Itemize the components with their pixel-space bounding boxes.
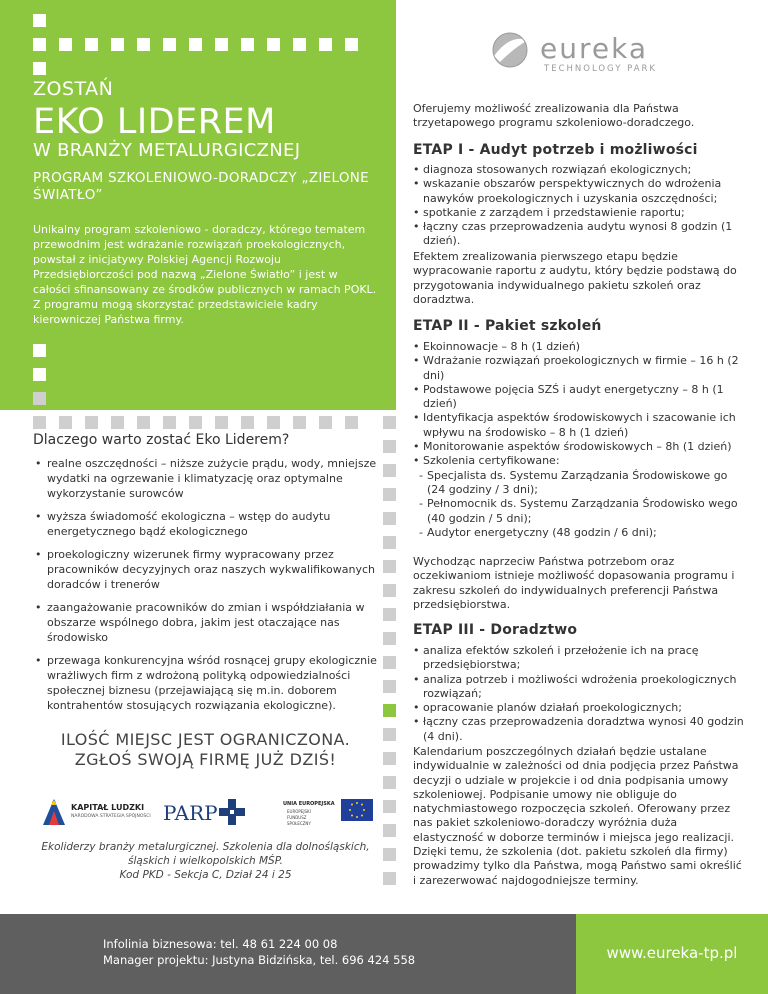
why-title: Dlaczego warto zostać Eko Liderem?	[33, 432, 290, 448]
etap2-item: • Wdrażanie rozwiązań proekologicznych w firmie – 16 h (2 dni)	[413, 354, 745, 383]
etap2-subitem: - Pełnomocnik ds. Systemu Zarządzania Środowisko wego (40 godzin / 5 dni);	[413, 497, 745, 526]
etap2-item: • Identyfikacja aspektów środowiskowych i szacowanie ich wpływu na środowisko – 8 h (1 dzień)	[413, 411, 745, 440]
etap1-summary: Efektem zrealizowania pierwszego etapu będzie wypracowanie raportu z audytu, który będzie podstawą do przygotowania indywidualnego pakietu szkoleń oraz doradztwa.	[413, 250, 737, 306]
website-link[interactable]: www.eureka-tp.pl	[606, 944, 738, 962]
etap1-item: • diagnoza stosowanych rozwiązań ekologicznych;	[413, 163, 745, 177]
hero-kicker: ZOSTAŃ	[33, 78, 114, 100]
etap3-item: • analiza efektów szkoleń i przełożenie ich na pracę przedsiębiorstwa;	[413, 644, 745, 673]
etap2-subitem: - Specjalista ds. Systemu Zarządzania Środowiskowe go (24 godziny / 3 dni);	[413, 469, 745, 498]
etap2-item: • Szkolenia certyfikowane:	[413, 454, 745, 468]
hero-panel	[0, 0, 396, 410]
why-item: • wyższa świadomość ekologiczna – wstęp do audytu energetycznego bądź ekologicznego	[33, 509, 378, 539]
etap2-item: • Ekoinnowacje – 8 h (1 dzień)	[413, 340, 745, 354]
logo-tagline: TECHNOLOGY PARK	[544, 64, 657, 74]
kapital-ludzki-logo	[41, 797, 151, 831]
funding-logos	[33, 795, 378, 835]
hero-subtitle: W BRANŻY METALURGICZNEJ	[33, 140, 301, 161]
why-item: • proekologiczny wizerunek firmy wypracowany przez pracowników decyzyjnych oraz naszych wykwalifikowanych doradców i trenerów	[33, 547, 378, 592]
eu-subtext: EUROPEJSKI FUNDUSZ SPOŁECZNY	[287, 809, 311, 826]
why-list	[33, 456, 378, 721]
logo-wordmark: eureka	[540, 32, 648, 65]
etap2-title: ETAP II - Pakiet szkoleń	[413, 318, 602, 334]
etap3-summary: Kalendarium poszczególnych działań będzie ustalane indywidualnie w zależności od dnia podjęcia przez Państwa decyzji o udziale w projekcie i od dnia podpisania umowy szkoleniowej. Podpisanie umowy nie obliguje do natychmiastowego rozpoczęcia szkoleń. Oferowany przez nas pakiet szkoleniowo-doradczy wyróżnia duża elastyczność w doborze terminów i miejsca jego realizacji. Dzięki temu, że szkolenia (dot. pakietu szkoleń dla firmy) prowadzimy tylko dla Państwa, mogą Państwo sami określić i zarezerwować najdogodniejsze terminy.	[413, 745, 742, 887]
offer-text: Oferujemy możliwość zrealizowania dla Państwa trzyetapowego programu szkoleniowo-doradczego.	[413, 102, 695, 130]
why-item: • zaangażowanie pracowników do zmian i współdziałania w obszarze wspólnego dobra, jakim jest otaczające nas środowisko	[33, 600, 378, 645]
cta-line-2: ZGŁOŚ SWOJĄ FIRMĘ JUŻ DZIŚ!	[74, 750, 337, 769]
footnote-line-2: Kod PKD - Sekcja C, Dział 24 i 25	[119, 869, 292, 881]
hero-title: EKO LIDEREM	[33, 102, 276, 142]
etap2-subitem: - Audytor energetyczny (48 godzin / 6 dni);	[413, 526, 745, 540]
kapital-ludzki-icon	[41, 797, 67, 827]
etap2-item: • Podstawowe pojęcia SZŚ i audyt energetyczny – 8 h (1 dzień)	[413, 383, 745, 412]
kapital-ludzki-text: KAPITAŁ LUDZKI	[71, 803, 145, 812]
etap1-title: ETAP I - Audyt potrzeb i możliwości	[413, 142, 698, 158]
etap3-list	[413, 644, 745, 744]
footer-contact	[103, 936, 415, 968]
etap2-list	[413, 340, 745, 540]
hotline-text: Infolinia biznesowa: tel. 48 61 224 00 08	[103, 937, 338, 951]
eu-logo	[283, 799, 378, 831]
kapital-ludzki-subtext: NARODOWA STRATEGIA SPÓJNOŚCI	[71, 814, 151, 819]
eureka-logo	[488, 28, 658, 78]
manager-text: Manager projektu: Justyna Bidzińska, tel. 696 424 558	[103, 953, 416, 967]
etap3-item: • łączny czas przeprowadzenia doradztwa wynosi 40 godzin (4 dni).	[413, 715, 745, 744]
footnote	[33, 840, 378, 882]
call-to-action	[33, 730, 378, 770]
why-item: • realne oszczędności – niższe zużycie prądu, wody, mniejsze wydatki na ogrzewanie i klimatyzację oraz optymalne wykorzystanie surowców	[33, 456, 378, 501]
parp-emblem-icon	[219, 799, 245, 825]
etap2-item: • Monitorowanie aspektów środowiskowych – 8h (1 dzień)	[413, 440, 745, 454]
footnote-line-1: Ekoliderzy branży metalurgicznej. Szkolenia dla dolnośląskich, śląskich i wielkopolskich MŚP.	[41, 841, 370, 867]
intro-paragraph: Unikalny program szkoleniowo - doradczy, którego tematem przewodnim jest wdrażanie rozwiązań proekologicznych, powstał z inicjatywy Polskiej Agencji Rozwoju Przedsiębiorczości pod nazwą „Zielone Światło” i jest w całości sfinansowany ze środków publicznych w ramach POKL. Z programu mogą skorzystać przedstawiciele kadry kierowniczej Państwa firmy.	[33, 223, 377, 326]
etap2-summary: Wychodząc naprzeciw Państwa potrzebom oraz oczekiwaniom istnieje możliwość dopasowania programu i zakresu szkoleń do indywidualnych preferencji Państwa przedsiębiorstwa.	[413, 555, 735, 611]
eu-flag-icon	[341, 799, 373, 821]
eu-text: UNIA EUROPEJSKA	[283, 801, 335, 807]
program-name: PROGRAM SZKOLENIOWO-DORADCZY „ZIELONE ŚWIATŁO”	[33, 170, 369, 203]
etap3-item: • analiza potrzeb i możliwości wdrożenia proekologicznych rozwiązań;	[413, 673, 745, 702]
parp-logo	[163, 799, 243, 831]
etap3-item: • opracowanie planów działań proekologicznych;	[413, 701, 745, 715]
etap1-item: • łączny czas przeprowadzenia audytu wynosi 8 godzin (1 dzień).	[413, 220, 745, 249]
parp-text: PARP	[163, 801, 218, 825]
why-item: • przewaga konkurencyjna wśród rosnącej grupy ekologicznie wrażliwych firm z wdrożoną polityką odpowiedzialności społecznej biznesu (przejawiającą się m.in. doborem kontrahentów stosujących rozwiązania ekologiczne).	[33, 653, 378, 713]
etap1-item: • wskazanie obszarów perspektywicznych do wdrożenia nawyków proekologicznych i uzyskania oszczędności;	[413, 177, 745, 206]
etap3-title: ETAP III - Doradztwo	[413, 622, 578, 638]
etap1-item: • spotkanie z zarządem i przedstawienie raportu;	[413, 206, 745, 220]
cta-line-1: ILOŚĆ MIEJSC JEST OGRANICZONA.	[60, 730, 351, 749]
etap1-list	[413, 163, 745, 249]
